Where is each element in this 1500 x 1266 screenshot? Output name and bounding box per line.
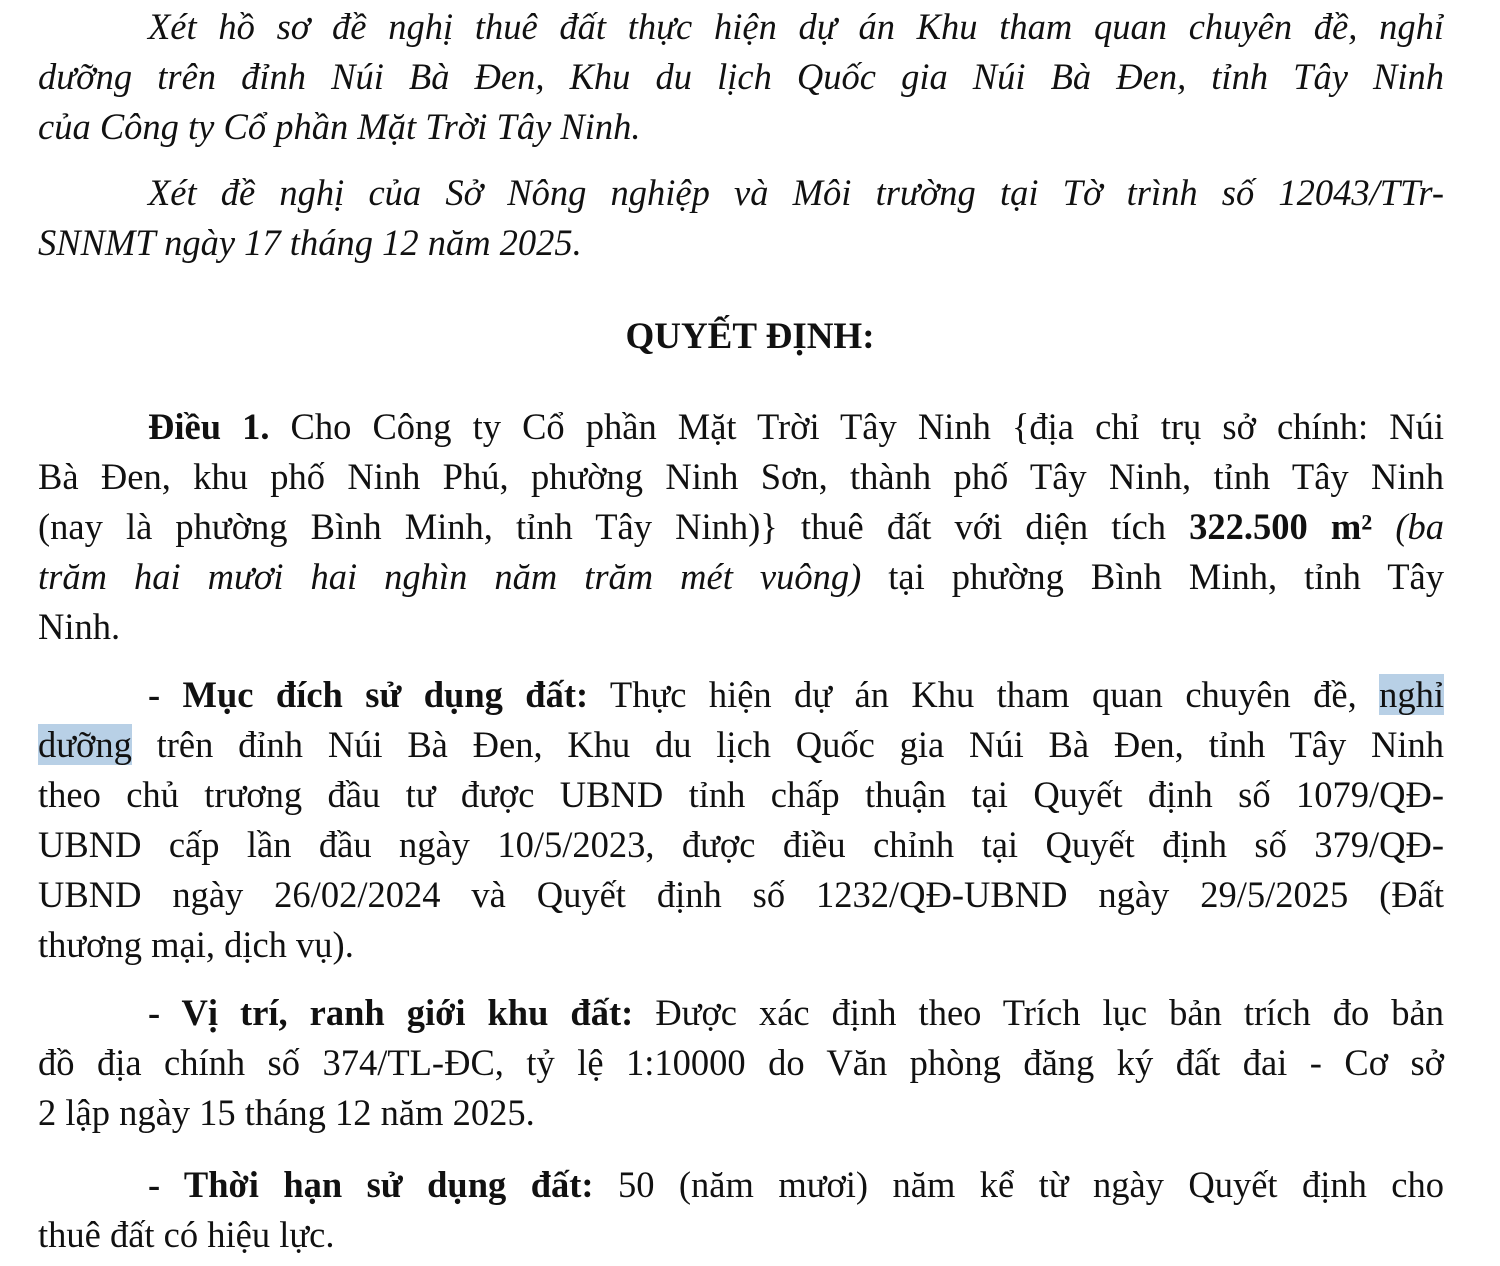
- preamble-paragraph-2: [38, 168, 1444, 268]
- purpose-label: - Mục đích sử dụng đất:: [148, 674, 589, 715]
- decision-heading: QUYẾT ĐỊNH:: [625, 316, 875, 357]
- text-line: [38, 670, 1444, 720]
- text-run: (ba: [1372, 506, 1444, 547]
- text-line: Xét đề nghị của Sở Nông nghiệp và Môi trường tại Tờ trình số 12043/TTr-: [148, 172, 1444, 213]
- text-line: đồ địa chính số 374/TL-ĐC, tỷ lệ 1:10000 do Văn phòng đăng ký đất đai - Cơ sở: [38, 1042, 1444, 1083]
- text-run: tại phường Bình Minh, tỉnh Tây: [861, 556, 1444, 597]
- text-run: Cho Công ty Cổ phần Mặt Trời Tây Ninh {địa chỉ trụ sở chính: Núi: [290, 406, 1445, 447]
- text-line: Xét hồ sơ đề nghị thuê đất thực hiện dự án Khu tham quan chuyên đề, nghỉ: [148, 6, 1444, 47]
- text-line: [38, 720, 1444, 770]
- land-location-paragraph: [38, 988, 1444, 1138]
- preamble-paragraph-1: [38, 2, 1444, 152]
- article-label: Điều 1.: [148, 406, 270, 447]
- land-use-term-paragraph: [38, 1160, 1444, 1260]
- text-line: 2 lập ngày 15 tháng 12 năm 2025.: [38, 1092, 535, 1133]
- text-line: Bà Đen, khu phố Ninh Phú, phường Ninh Sơn, thành phố Tây Ninh, tỉnh Tây Ninh: [38, 456, 1444, 497]
- text-run: Thực hiện dự án Khu tham quan chuyên đề,: [588, 674, 1380, 715]
- text-line: [38, 552, 1444, 602]
- text-line: [38, 988, 1444, 1038]
- article-1-paragraph: [38, 402, 1444, 652]
- area-in-words: trăm hai mươi hai nghìn năm trăm mét vuông): [38, 556, 862, 597]
- text-run: 50 (năm mươi) năm kể từ ngày Quyết định cho: [593, 1164, 1444, 1205]
- selected-text[interactable]: nghỉ: [1379, 674, 1444, 715]
- text-line: dưỡng trên đỉnh Núi Bà Đen, Khu du lịch Quốc gia Núi Bà Đen, tỉnh Tây Ninh: [38, 56, 1444, 97]
- text-line: theo chủ trương đầu tư được UBND tỉnh chấp thuận tại Quyết định số 1079/QĐ-: [38, 774, 1444, 815]
- text-run: Được xác định theo Trích lục bản trích đo bản: [633, 992, 1444, 1033]
- text-line: [38, 1160, 1444, 1210]
- text-run: trên đỉnh Núi Bà Đen, Khu du lịch Quốc gia Núi Bà Đen, tỉnh Tây Ninh: [131, 724, 1444, 765]
- location-label: - Vị trí, ranh giới khu đất:: [148, 992, 634, 1033]
- text-line: của Công ty Cổ phần Mặt Trời Tây Ninh.: [38, 106, 641, 147]
- text-line: SNNMT ngày 17 tháng 12 năm 2025.: [38, 222, 582, 263]
- text-line: UBND cấp lần đầu ngày 10/5/2023, được điều chỉnh tại Quyết định số 379/QĐ-: [38, 824, 1444, 865]
- text-run: (nay là phường Bình Minh, tỉnh Tây Ninh)} thuê đất với diện tích: [38, 506, 1190, 547]
- text-line: [38, 502, 1444, 552]
- text-line: thương mại, dịch vụ).: [38, 924, 354, 965]
- text-line: UBND ngày 26/02/2024 và Quyết định số 1232/QĐ-UBND ngày 29/5/2025 (Đất: [38, 874, 1444, 915]
- term-label: - Thời hạn sử dụng đất:: [148, 1164, 594, 1205]
- text-line: thuê đất có hiệu lực.: [38, 1214, 335, 1255]
- text-line: Ninh.: [38, 606, 121, 647]
- selected-text[interactable]: dưỡng: [38, 724, 132, 765]
- land-use-purpose-paragraph: [38, 670, 1444, 970]
- land-area-value: 322.500 m²: [1189, 506, 1373, 547]
- text-line: [38, 402, 1444, 452]
